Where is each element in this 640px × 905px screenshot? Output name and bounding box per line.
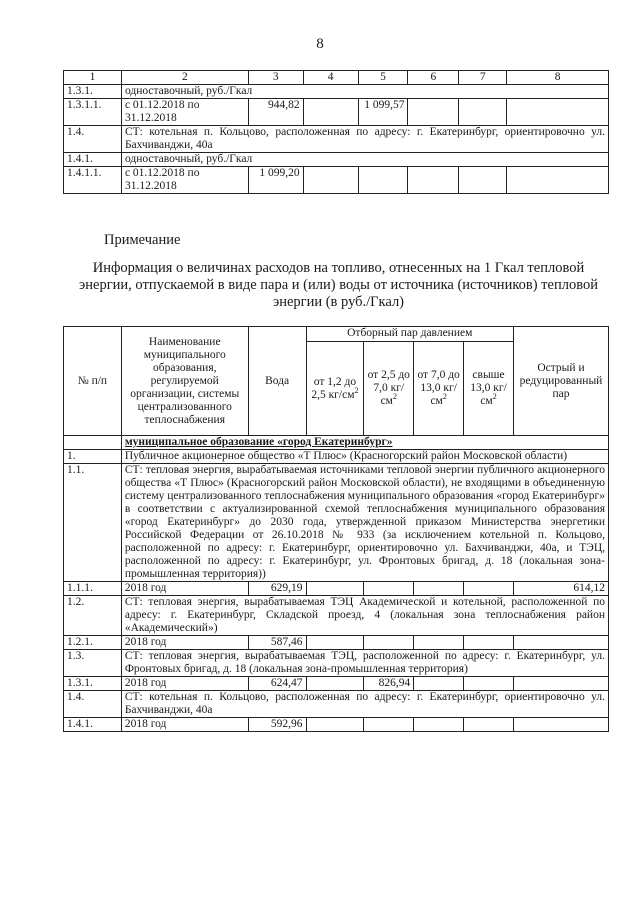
table-row: [64, 718, 609, 732]
empty-cell: [306, 677, 364, 691]
superscript: 2: [492, 392, 497, 402]
header-cell: 6: [408, 71, 459, 85]
table-row: [64, 596, 609, 636]
row-period: с 01.12.2018 по 31.12.2018: [121, 99, 248, 126]
header-steam-group: Отборный пар давлением: [306, 327, 513, 342]
tariff-table: [63, 70, 609, 194]
header-pressure-text: от 7,0 до 13,0 кг/см: [417, 369, 460, 407]
empty-cell: [364, 718, 414, 732]
superscript: 2: [442, 392, 447, 402]
empty-cell: [358, 167, 408, 194]
row-text: СТ: тепловая энергия, вырабатываемая ТЭЦ Академической и котельной, расположенной по адресу: г. Екатеринбург, Складской проезд, 4 (локальная зона теплоснабжения район «Академический»): [121, 596, 608, 636]
empty-cell: [507, 99, 609, 126]
header-pressure-2: [364, 342, 414, 436]
row-number: 1.: [64, 450, 122, 464]
empty-cell: [364, 636, 414, 650]
empty-cell: [459, 99, 507, 126]
row-text: СТ: тепловая энергия, вырабатываемая ТЭЦ, расположенной по адресу: г. Екатеринбург, ул. Фронтовых бригад, д. 18 (локальная зона-промышленная территория): [121, 650, 608, 677]
row-number: 1.4.1.: [64, 718, 122, 732]
empty-cell: [306, 582, 364, 596]
row-period: с 01.12.2018 по 31.12.2018: [121, 167, 248, 194]
table-row: [64, 650, 609, 677]
row-number: 1.4.1.1.: [64, 167, 122, 194]
table-row: [64, 167, 609, 194]
empty-cell: [513, 718, 608, 732]
row-text: одноставочный, руб./Гкал: [121, 85, 608, 99]
value-cell: 1 099,57: [358, 99, 408, 126]
header-cell: 1: [64, 71, 122, 85]
header-cell: 4: [303, 71, 358, 85]
row-text: одноставочный, руб./Гкал: [121, 153, 608, 167]
row-number: 1.4.: [64, 126, 122, 153]
header-pressure-text: свыше 13,0 кг/см: [470, 369, 507, 407]
table-row: [64, 677, 609, 691]
header-sharp-steam: Острый и редуцированный пар: [513, 327, 608, 436]
header-cell: 2: [121, 71, 248, 85]
superscript: 2: [354, 385, 359, 395]
table-row: [64, 126, 609, 153]
empty-cell: [414, 718, 464, 732]
table-header-row: [64, 327, 609, 342]
row-number: 1.3.: [64, 650, 122, 677]
header-name: Наименование муниципального образования, регулируемой организации, системы централизованного теплоснабжения: [121, 327, 248, 436]
table-row: [64, 636, 609, 650]
value-cell: 587,46: [248, 636, 306, 650]
table-row: [64, 153, 609, 167]
empty-cell: [306, 636, 364, 650]
header-water: Вода: [248, 327, 306, 436]
page-number: 8: [316, 36, 324, 52]
value-cell: 1 099,20: [248, 167, 303, 194]
header-pressure-text: от 2,5 до 7,0 кг/см: [367, 369, 410, 407]
header-cell: 8: [507, 71, 609, 85]
row-number: 1.4.: [64, 691, 122, 718]
empty-cell: [513, 636, 608, 650]
value-cell: 614,12: [513, 582, 608, 596]
table-row: [64, 99, 609, 126]
value-cell: 624,47: [248, 677, 306, 691]
empty-cell: [408, 167, 459, 194]
empty-cell: [303, 167, 358, 194]
empty-cell: [64, 436, 122, 450]
empty-cell: [464, 677, 514, 691]
table-header-row: [64, 71, 609, 85]
row-number: 1.4.1.: [64, 153, 122, 167]
header-pressure-text: от 1,2 до 2,5 кг/см: [311, 375, 357, 401]
header-cell: 3: [248, 71, 303, 85]
row-year: 2018 год: [121, 677, 248, 691]
empty-cell: [414, 677, 464, 691]
row-year: 2018 год: [121, 718, 248, 732]
row-number: 1.1.: [64, 464, 122, 582]
table-row: [64, 582, 609, 596]
row-number: 1.3.1.1.: [64, 99, 122, 126]
header-pressure-1: [306, 342, 364, 436]
header-cell: 5: [358, 71, 408, 85]
header-num: № п/п: [64, 327, 122, 436]
value-cell: 826,94: [364, 677, 414, 691]
value-cell: 592,96: [248, 718, 306, 732]
municipality-cell: [121, 436, 608, 450]
row-text: СТ: котельная п. Кольцово, расположенная по адресу: г. Екатеринбург, ориентировочно ул. Бахчиванджи, 40а: [121, 691, 608, 718]
empty-cell: [364, 582, 414, 596]
table-row: [64, 85, 609, 99]
municipality-title: муниципальное образование «город Екатеринбург»: [124, 436, 393, 448]
empty-cell: [513, 677, 608, 691]
table-row: [64, 691, 609, 718]
empty-cell: [459, 167, 507, 194]
row-text: СТ: котельная п. Кольцово, расположенная по адресу: г. Екатеринбург, ориентировочно ул. Бахчиванджи, 40а: [121, 126, 608, 153]
value-cell: 944,82: [248, 99, 303, 126]
row-text: Публичное акционерное общество «Т Плюс» (Красногорский район Московской области): [121, 450, 608, 464]
row-year: 2018 год: [121, 636, 248, 650]
fuel-cost-table: [63, 326, 609, 732]
row-number: 1.1.1.: [64, 582, 122, 596]
empty-cell: [414, 636, 464, 650]
row-number: 1.2.: [64, 596, 122, 636]
table-row: [64, 450, 609, 464]
empty-cell: [408, 99, 459, 126]
row-year: 2018 год: [121, 582, 248, 596]
note-title: Примечание: [104, 232, 181, 248]
value-cell: 629,19: [248, 582, 306, 596]
header-pressure-3: [414, 342, 464, 436]
row-number: 1.3.1.: [64, 85, 122, 99]
header-cell: 7: [459, 71, 507, 85]
superscript: 2: [392, 392, 397, 402]
empty-cell: [464, 718, 514, 732]
row-number: 1.3.1.: [64, 677, 122, 691]
row-text: СТ: тепловая энергия, вырабатываемая источниками тепловой энергии публичного акционерного общества «Т Плюс» (Красногорский район Московской области), не входящими в объединенную систему централизованного теплоснабжения муниципального образования «город Екатеринбург» в соответствии с актуализированной схемой теплоснабжения муниципального образования «город Екатеринбург» до 2030 года, утвержденной приказом Министерства энергетики Российской Федерации от 26.10.2018 № 933 (за исключением котельной п. Кольцово, расположенной по адресу: г. Екатеринбург, ориентировочно ул. Бахчиванджи, 40а, и ТЭЦ, расположенной по адресу: г. Екатеринбург, ул. Фронтовых бригад, д. 18 (локальная зона-промышленная территория)): [121, 464, 608, 582]
empty-cell: [464, 582, 514, 596]
header-pressure-4: [464, 342, 514, 436]
empty-cell: [507, 167, 609, 194]
empty-cell: [464, 636, 514, 650]
empty-cell: [306, 718, 364, 732]
empty-cell: [414, 582, 464, 596]
row-number: 1.2.1.: [64, 636, 122, 650]
empty-cell: [303, 99, 358, 126]
municipality-row: [64, 436, 609, 450]
table-row: [64, 464, 609, 582]
info-paragraph: Информация о величинах расходов на топливо, отнесенных на 1 Гкал тепловой энергии, отпускаемой в виде пара и (или) воды от источника (источников) тепловой энергии (в руб./Гкал): [79, 260, 598, 310]
